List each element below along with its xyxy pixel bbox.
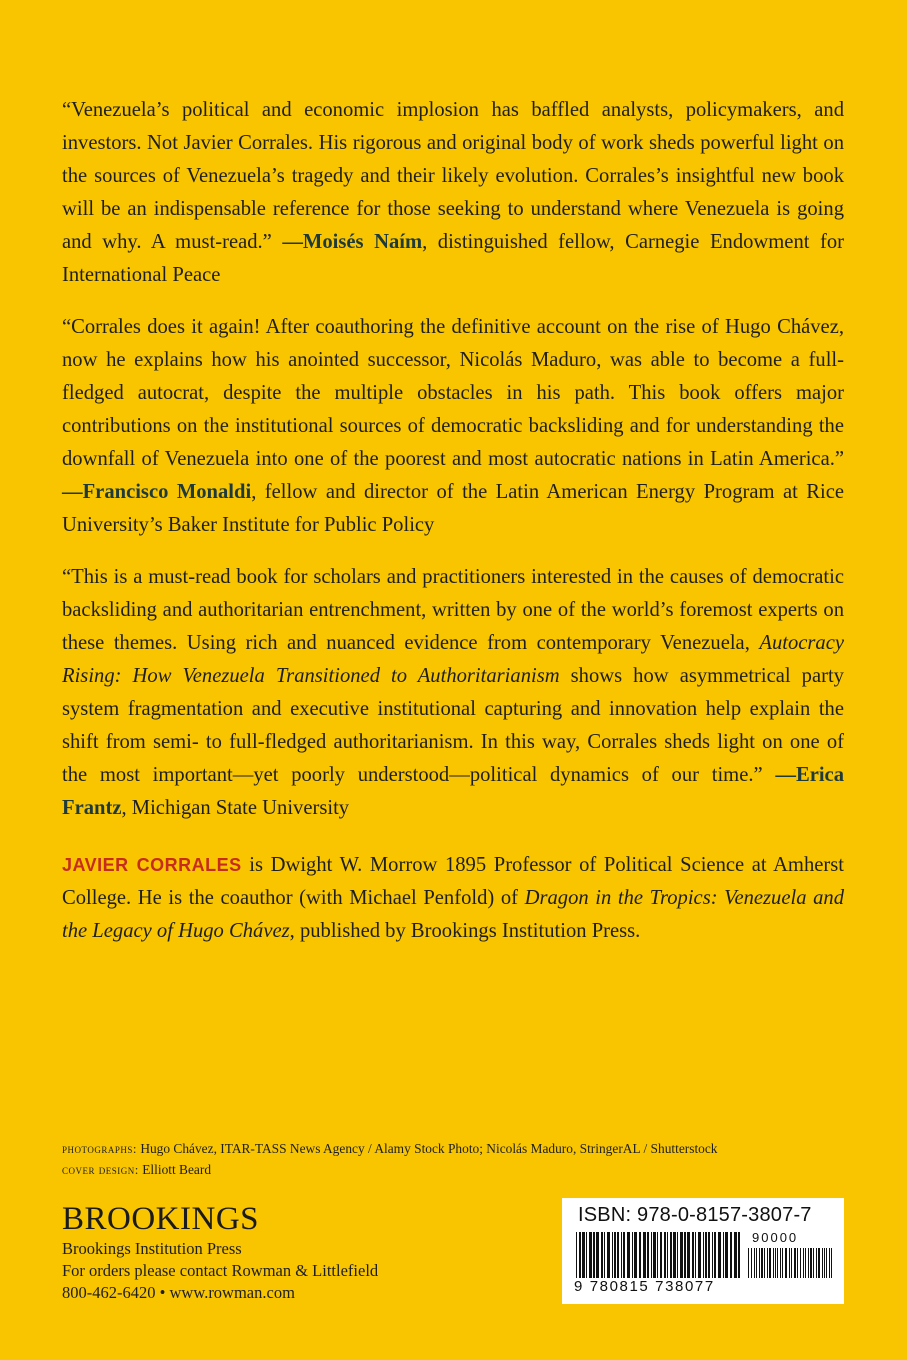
barcode-bar [714, 1232, 716, 1278]
barcode-bar [634, 1232, 637, 1278]
barcode-bar [767, 1248, 768, 1278]
barcode-bar [831, 1248, 832, 1278]
ean-barcode [576, 1232, 742, 1278]
barcode-bar [754, 1248, 755, 1278]
author-name: JAVIER CORRALES [62, 855, 242, 875]
barcode-bar [593, 1232, 595, 1278]
barcode-bar [824, 1248, 825, 1278]
barcode-bar [692, 1232, 694, 1278]
barcode-bar [803, 1248, 804, 1278]
barcode-bar [614, 1232, 616, 1278]
barcode-bar [769, 1248, 771, 1278]
barcode-bar [703, 1232, 704, 1278]
barcode-bar [596, 1232, 599, 1278]
barcode-bar [601, 1232, 603, 1278]
photo-credits: photographs: Hugo Chávez, ITAR-TASS News Agency / Alamy Stock Photo; Nicolás Maduro, StringerAL / Shutterstock [62, 1141, 718, 1156]
barcode-bar [617, 1232, 619, 1278]
publisher-name: Brookings Institution Press [62, 1239, 242, 1258]
brookings-logo: BROOKINGS [62, 1201, 260, 1237]
barcode-bar [756, 1248, 757, 1278]
barcode-bar [582, 1232, 585, 1278]
barcode-bar [623, 1232, 625, 1278]
barcode-bar [808, 1248, 809, 1278]
barcode-bar [777, 1248, 778, 1278]
barcode-bar [773, 1248, 774, 1278]
barcode-bar [647, 1232, 649, 1278]
barcode-bar [723, 1232, 724, 1278]
barcode-bar [734, 1232, 737, 1278]
barcode-bar [680, 1232, 683, 1278]
back-cover-text [62, 94, 844, 948]
endorsement-quote-3: “This is a must-read book for scholars and practitioners interested in the causes of democratic backsliding and authoritarian entrenchment, written by one of the world’s foremost experts on these themes. Using rich and nuanced evidence from contemporary Venezuela, Autocracy Rising: How Venezuela Transitioned to Authoritarianism shows how asymmetrical party system fragmentation and executive institutional capturing and innovation help explain the shift from semi- to full-fledged authoritarianism. In this way, Corrales sheds light on one of the most important—yet poorly understood—political dynamics of our time.” —Erica Frantz, Michigan State University [62, 566, 844, 819]
barcode-bar [589, 1232, 592, 1278]
barcode-bar [751, 1248, 752, 1278]
barcode-bar [651, 1232, 652, 1278]
design-credits: cover design: Elliott Beard [62, 1162, 212, 1177]
ean-digits: 9 780815 738077 [574, 1278, 715, 1295]
barcode-bar [708, 1232, 710, 1278]
barcode-bar [780, 1248, 781, 1278]
orders-info: For orders please contact Rowman & Littlefield [62, 1261, 379, 1280]
barcode-bar [670, 1232, 672, 1278]
barcode-bar [604, 1232, 605, 1278]
barcode-bar [607, 1232, 610, 1278]
barcode-bar [579, 1232, 581, 1278]
barcode-bar [612, 1232, 613, 1278]
publisher-block [62, 1200, 378, 1304]
barcode-bar [785, 1248, 787, 1278]
barcode-bar [643, 1232, 646, 1278]
barcode-bar [698, 1232, 701, 1278]
barcode-bar [800, 1248, 801, 1278]
cover-credits [62, 1138, 862, 1180]
barcode-bar [764, 1248, 765, 1278]
barcode-bar [730, 1232, 732, 1278]
barcode-bar [632, 1232, 633, 1278]
barcode-bar [789, 1248, 790, 1278]
quote-author: —Erica Frantz [62, 764, 844, 819]
barcode-bar [794, 1248, 796, 1278]
endorsement-quote-2: “Corrales does it again! After coauthoring the definitive account on the rise of Hugo Chávez, now he explains how his anointed successor, Nicolás Maduro, was able to become a full-fledged autocrat, despite the multiple obstacles in his path. This book offers major contributions on the institutional sources of democratic backsliding and for understanding the downfall of Venezuela into one of the poorest and most autocratic nations in Latin America.” —Francisco Monaldi, fellow and director of the Latin American Energy Program at Rice University’s Baker Institute for Public Policy [62, 316, 844, 536]
isbn-label: ISBN: 978-0-8157-3807-7 [578, 1204, 812, 1226]
barcode-bar [687, 1232, 690, 1278]
barcode-bar [705, 1232, 707, 1278]
barcode-bar [782, 1248, 783, 1278]
barcode-bar [627, 1232, 630, 1278]
barcode-bar [810, 1248, 812, 1278]
barcode-bar [822, 1248, 823, 1278]
barcode-bar [695, 1232, 696, 1278]
barcode-bar [660, 1232, 662, 1278]
barcode-bar [775, 1248, 776, 1278]
previous-book-title: Dragon in the Tropics: Venezuela and the Legacy of Hugo Chávez [62, 887, 845, 942]
contact-info: 800-462-6420 • www.rowman.com [62, 1283, 295, 1302]
barcode-bar [664, 1232, 666, 1278]
barcode-bar [748, 1248, 749, 1278]
barcode-bar [818, 1248, 820, 1278]
quote-author: —Francisco Monaldi [62, 481, 252, 503]
endorsement-quote-1: “Venezuela’s political and economic implosion has baffled analysts, policymakers, and investors. Not Javier Corrales. His rigorous and original body of work sheds powerful light on the sources of Venezuela’s tragedy and their likely evolution. Corrales’s insightful new book will be an indispensable reference for those seeking to understand where Venezuela is going and why. A must-read.” —Moisés Naím, distinguished fellow, Carnegie Endowment for International Peace [62, 99, 844, 286]
barcode-bar [718, 1232, 721, 1278]
barcode-bar [791, 1248, 792, 1278]
barcode-bar [586, 1232, 587, 1278]
barcode-bar [759, 1248, 760, 1278]
barcode-bar [639, 1232, 641, 1278]
book-title: Autocracy Rising: How Venezuela Transitioned to Authoritarianism [62, 632, 844, 687]
barcode-bar [677, 1232, 678, 1278]
barcode-bar [738, 1232, 740, 1278]
barcode-bar [684, 1232, 686, 1278]
barcode-bar [653, 1232, 656, 1278]
barcode-bar [797, 1248, 798, 1278]
barcode-bar [657, 1232, 658, 1278]
barcode-bar [621, 1232, 622, 1278]
barcode-bar [813, 1248, 814, 1278]
barcode-bar [712, 1232, 713, 1278]
barcode-bar [673, 1232, 676, 1278]
barcode-bar [761, 1248, 763, 1278]
price-addon-barcode [748, 1248, 834, 1278]
barcode-bar [826, 1248, 827, 1278]
barcode-bar [667, 1232, 668, 1278]
author-bio: JAVIER CORRALES is Dwight W. Morrow 1895 Professor of Political Science at Amherst College. He is the coauthor (with Michael Penfold) of Dragon in the Tropics: Venezuela and the Legacy of Hugo Chávez, published by Brookings Institution Press. [62, 854, 845, 942]
quote-author: —Moisés Naím [282, 231, 423, 253]
barcode-bar [816, 1248, 817, 1278]
barcode-bar [829, 1248, 830, 1278]
barcode-bar [805, 1248, 806, 1278]
barcode-bar [725, 1232, 728, 1278]
barcode-bar [576, 1232, 577, 1278]
addon-digits: 90000 [752, 1230, 799, 1245]
